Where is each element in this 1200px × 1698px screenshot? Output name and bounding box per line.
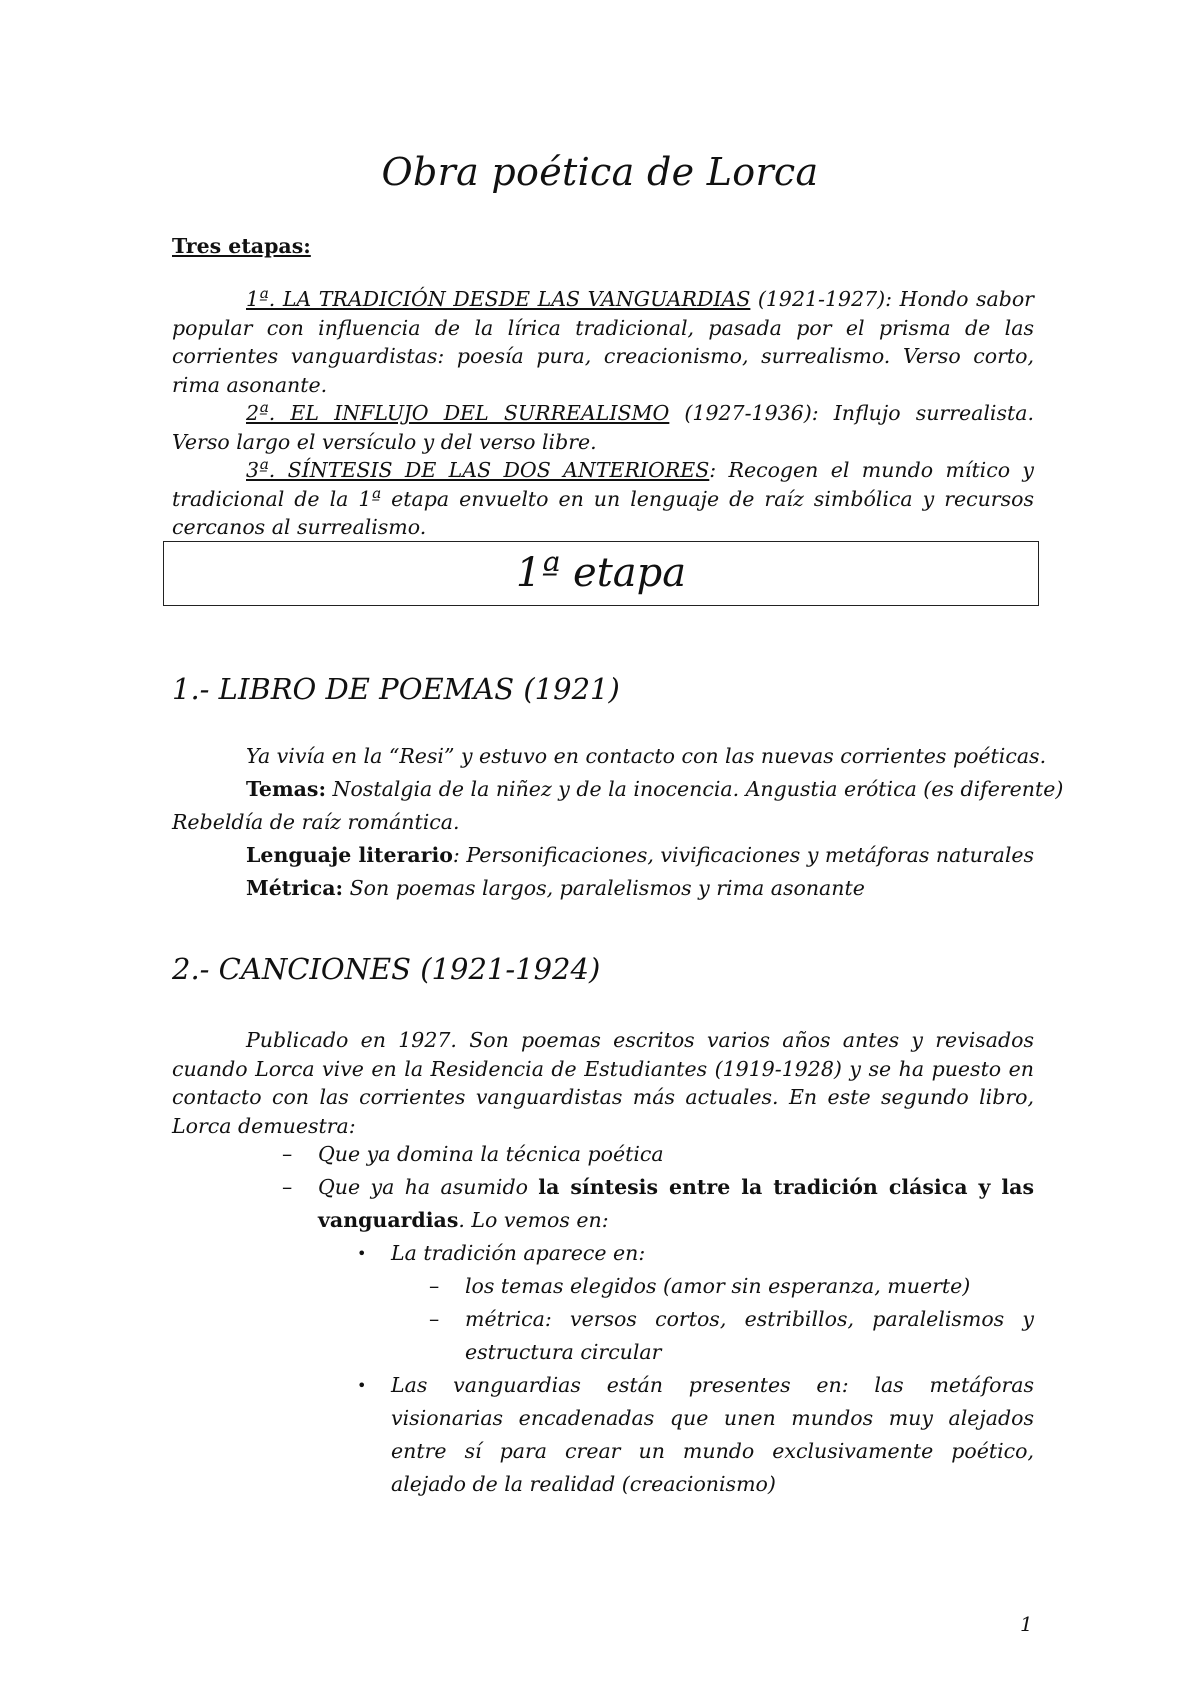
dash-marker: – xyxy=(282,1175,293,1199)
etapa-title-box: 1ª etapa xyxy=(163,541,1039,606)
list-item xyxy=(282,1138,1034,1171)
section1-lenguaje xyxy=(172,839,1034,872)
sub2-text: Las vanguardias están presentes en: las metáforas visionarias encadenadas que unen mundos muy alejados entre sí para crear un mundo exclusivamente poético, alejado de la realidad (creacionismo) xyxy=(391,1373,1034,1496)
metrica-label: Métrica: xyxy=(246,876,344,900)
section1-metrica xyxy=(172,872,1034,905)
list-item xyxy=(357,1369,1034,1501)
stage2-paragraph xyxy=(172,399,1034,456)
item2-pre: Que ya ha asumido xyxy=(318,1175,539,1199)
intro-heading: Tres etapas: xyxy=(172,234,311,258)
intro-section xyxy=(172,232,1034,542)
page-number: 1 xyxy=(1020,1612,1033,1636)
list-item xyxy=(282,1171,1034,1237)
section2-paragraph-wrap xyxy=(172,1026,1034,1140)
section2-heading: 2.- CANCIONES (1921-1924) xyxy=(172,952,601,986)
temas-label: Temas: xyxy=(246,777,327,801)
metrica-text: Son poemas largos, paralelismos y rima asonante xyxy=(343,876,865,900)
section2-paragraph: Publicado en 1927. Son poemas escritos varios años antes y revisados cuando Lorca vive en la Residencia de Estudiantes (1919-1928) y se ha puesto en contacto con las corrientes vanguardistas más actuales. En este segundo libro, Lorca demuestra: xyxy=(172,1028,1034,1138)
list-item xyxy=(429,1303,1034,1369)
stage3-label: 3ª. SÍNTESIS DE LAS DOS ANTERIORES xyxy=(246,458,710,482)
section2-sublist xyxy=(357,1237,1034,1270)
sub1a-text: los temas elegidos (amor sin esperanza, muerte) xyxy=(465,1274,971,1298)
page-title: Obra poética de Lorca xyxy=(381,150,819,194)
stage2-text: (1927-1936): Influjo surrealista. Verso largo el versículo y del verso libre. xyxy=(172,401,1034,454)
sub1-text: La tradición aparece en: xyxy=(391,1241,646,1265)
sub1b-text: métrica: versos cortos, estribillos, paralelismos y estructura circular xyxy=(465,1307,1034,1364)
list-item xyxy=(429,1270,1034,1303)
section2-list xyxy=(282,1138,1034,1237)
stage1-label: 1ª. LA TRADICIÓN DESDE LAS VANGUARDIAS xyxy=(246,287,751,311)
section1-body xyxy=(172,740,1064,905)
section1-temas xyxy=(172,773,1064,806)
dash-marker: – xyxy=(282,1142,293,1166)
section1-temas-cont: Rebeldía de raíz romántica. xyxy=(172,810,460,834)
dash-marker: – xyxy=(429,1307,440,1331)
stage3-text: : Recogen el mundo mítico y tradicional de la 1ª etapa envuelto en un lenguaje de raíz simbólica y recursos cercanos al surrealismo. xyxy=(172,458,1034,539)
lenguaje-label: Lenguaje literario xyxy=(246,843,453,867)
bullet-marker: • xyxy=(357,1376,367,1395)
dash-marker: – xyxy=(429,1274,440,1298)
stage2-label: 2ª. EL INFLUJO DEL SURREALISMO xyxy=(246,401,670,425)
stage1-text: (1921-1927): Hondo sabor popular con influencia de la lírica tradicional, pasada por el prisma de las corrientes vanguardistas: poesía pura, creacionismo, surrealismo. Verso corto, rima asonante. xyxy=(172,287,1034,397)
list-item xyxy=(357,1237,1034,1270)
item2-bold: la síntesis entre la tradición clásica y las vanguardias xyxy=(318,1175,1034,1232)
item1-text: Que ya domina la técnica poética xyxy=(318,1142,664,1166)
lenguaje-text: : Personificaciones, vivificaciones y metáforas naturales xyxy=(452,843,1035,867)
stage1-paragraph xyxy=(172,285,1034,399)
bullet-marker: • xyxy=(357,1244,367,1263)
section2-sublist-2 xyxy=(357,1369,1034,1501)
stage3-paragraph xyxy=(172,456,1034,542)
item2-post: . Lo vemos en: xyxy=(458,1208,609,1232)
temas-text: Nostalgia de la niñez y de la inocencia. Angustia erótica (es diferente) xyxy=(326,777,1064,801)
section1-heading: 1.- LIBRO DE POEMAS (1921) xyxy=(172,672,620,706)
section2-subsublist xyxy=(429,1270,1034,1369)
section1-line1: Ya vivía en la “Resi” y estuvo en contacto con las nuevas corrientes poéticas. xyxy=(246,744,1047,768)
